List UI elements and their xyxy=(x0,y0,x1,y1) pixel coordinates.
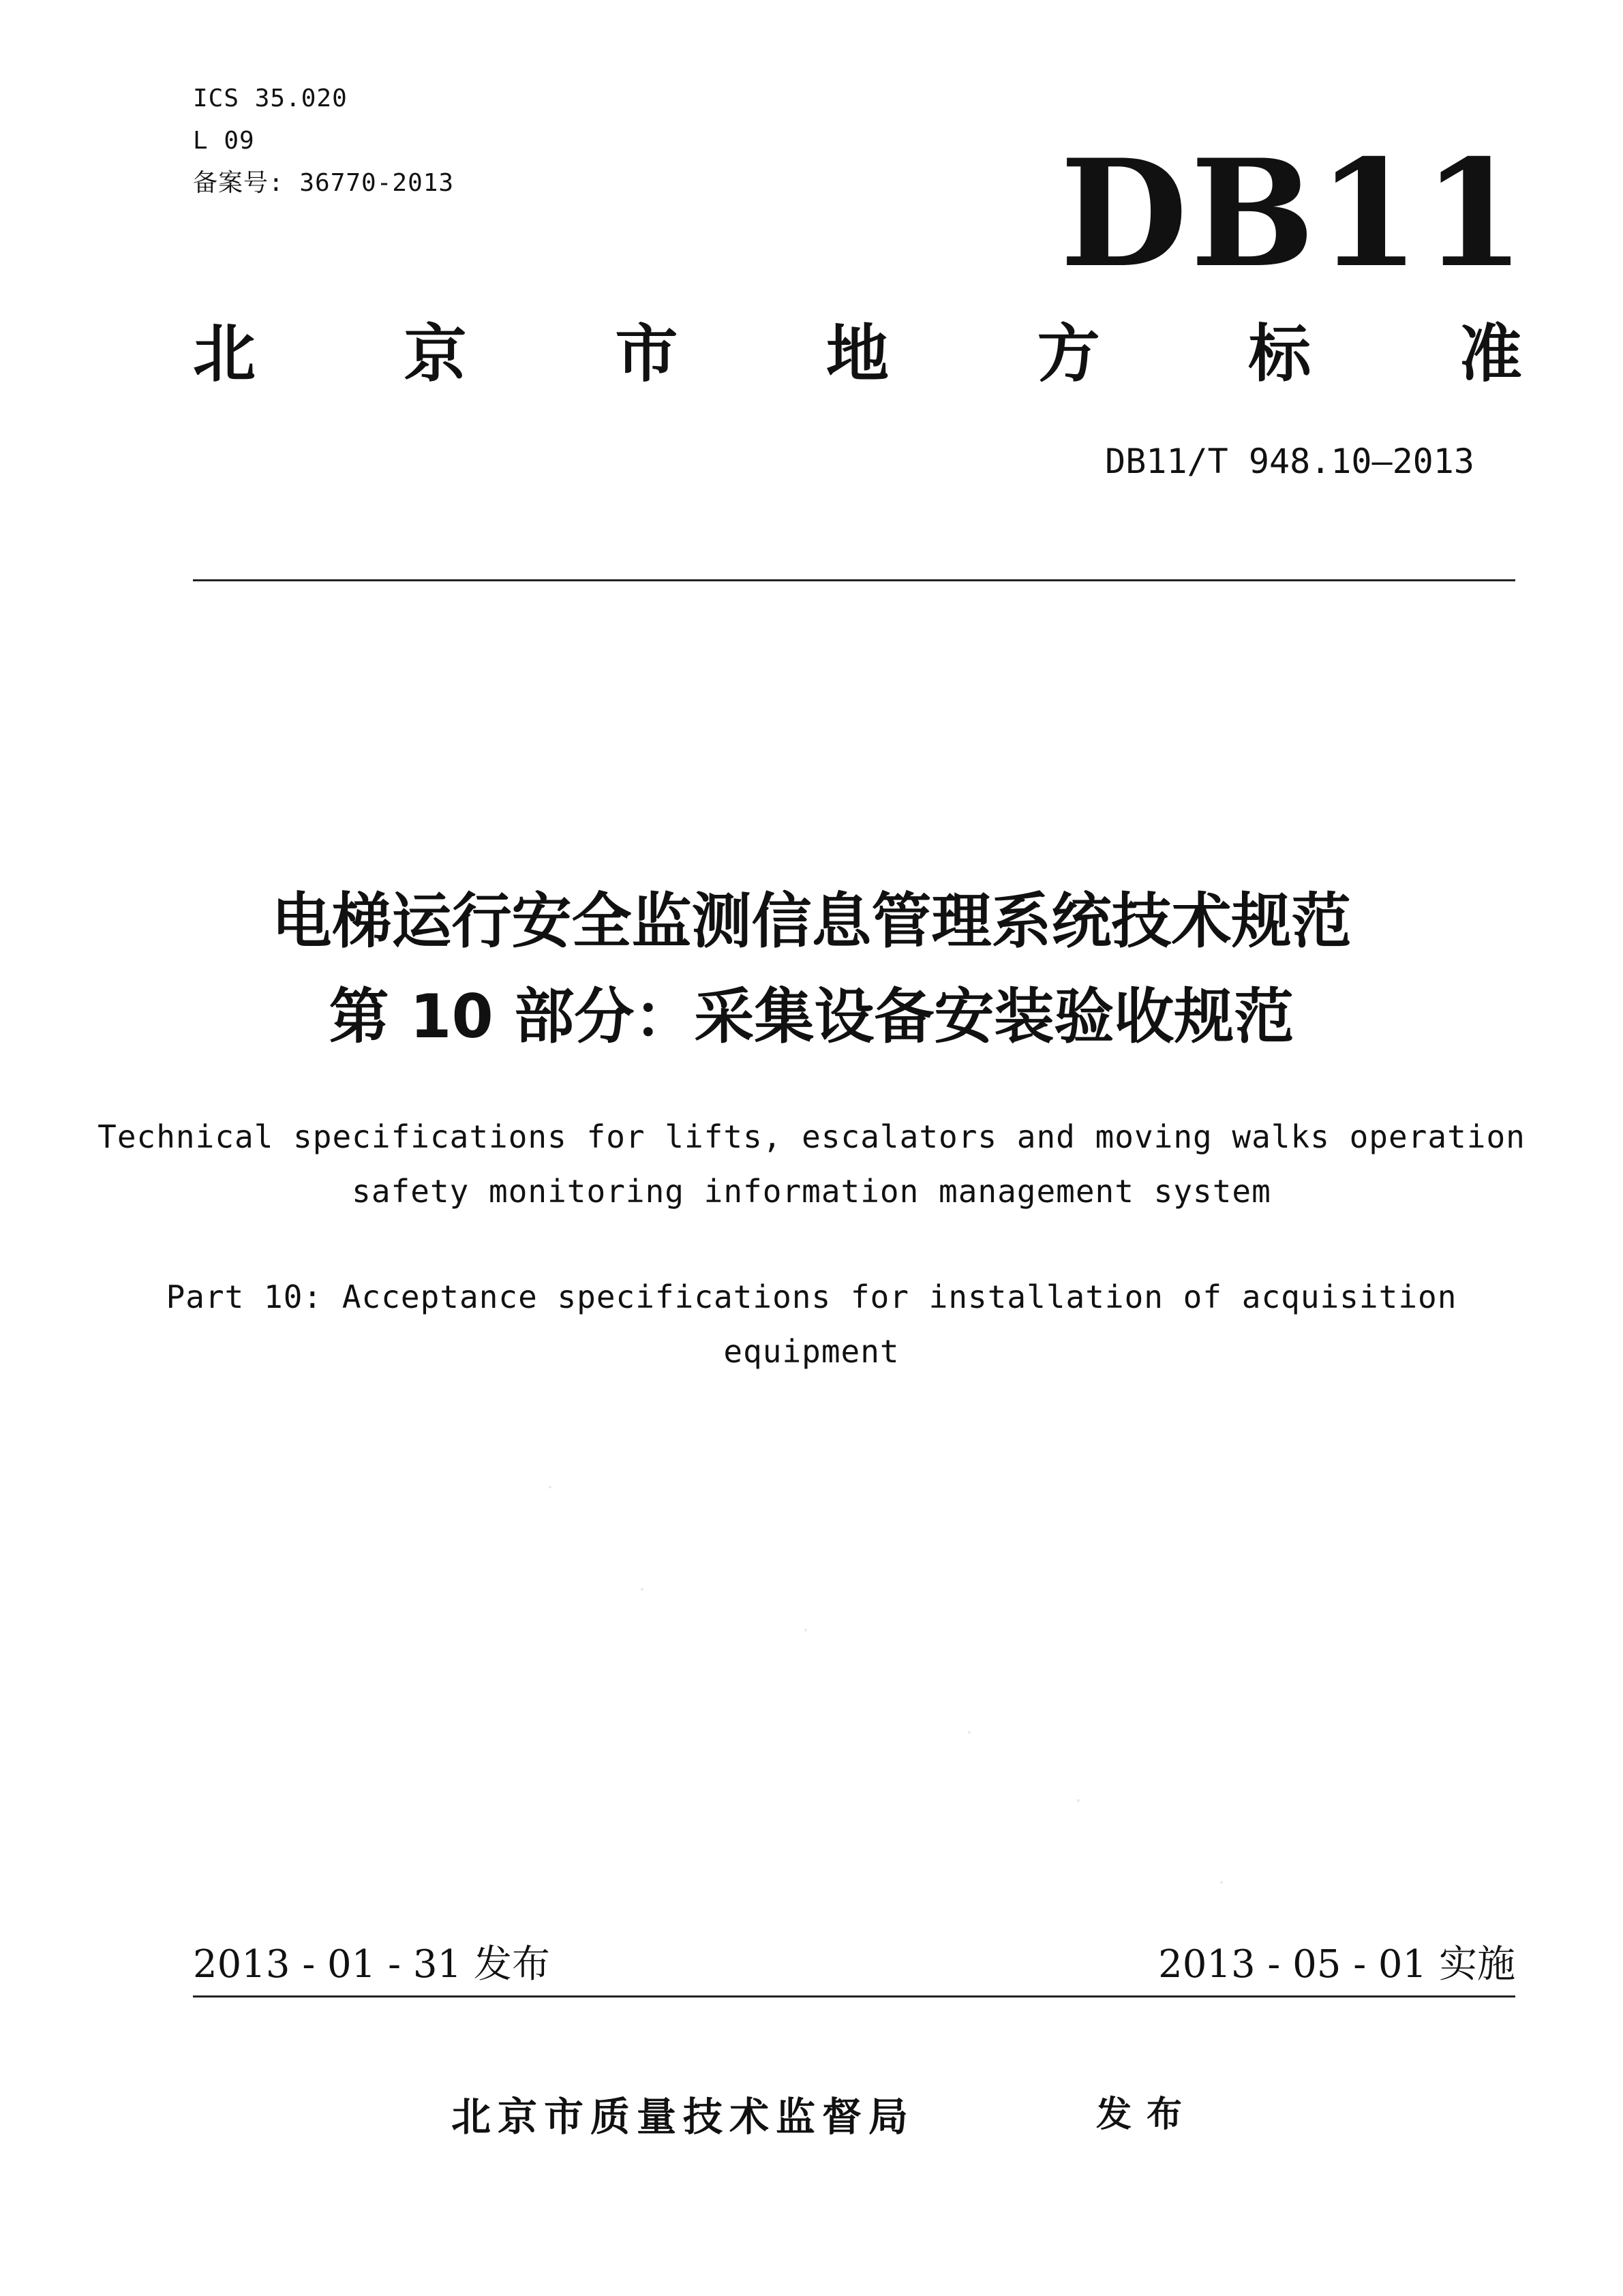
scan-speck xyxy=(549,1486,551,1488)
scan-speck xyxy=(804,1629,807,1632)
standard-type-char: 标 xyxy=(1248,318,1311,391)
standard-type-char: 北 xyxy=(193,318,256,391)
scan-speck xyxy=(1077,1799,1080,1802)
standard-type-char: 方 xyxy=(1037,318,1100,391)
scan-speck xyxy=(968,1731,971,1734)
standard-type-char: 京 xyxy=(404,318,467,391)
record-number: 备案号: 36770-2013 xyxy=(193,169,455,197)
title-cn-line1: 电梯运行安全监测信息管理系统技术规范 xyxy=(271,886,1352,956)
title-en-line3: Part 10: Acceptance specifications for installation of acquisition xyxy=(166,1279,1457,1315)
footer-divider xyxy=(193,1995,1515,1997)
standard-type-char: 地 xyxy=(825,318,889,391)
title-en-line1: Technical specifications for lifts, escalators and moving walks operation xyxy=(97,1118,1526,1155)
title-en-line2: safety monitoring information management system xyxy=(352,1173,1271,1210)
standard-number: DB11/T 948.10—2013 xyxy=(1105,442,1474,481)
scan-speck xyxy=(641,1588,643,1591)
ccs-code: L 09 xyxy=(193,127,255,155)
implementation-date: 2013 - 05 - 01 实施 xyxy=(1158,1942,1515,1987)
issue-label: 发布 xyxy=(1096,2094,1198,2135)
title-en-line4: equipment xyxy=(723,1333,900,1370)
standard-type-char: 市 xyxy=(615,318,678,391)
scan-speck xyxy=(1220,1881,1223,1884)
title-cn-line2: 第 10 部分：采集设备安装验收规范 xyxy=(329,981,1294,1052)
issuing-authority: 北京市质量技术监督局 xyxy=(451,2094,915,2140)
db11-logo: DB11 xyxy=(1060,127,1528,300)
standard-type-char: 准 xyxy=(1459,318,1522,391)
ics-code: ICS 35.020 xyxy=(193,85,348,112)
header-divider xyxy=(193,579,1515,581)
standard-type-heading xyxy=(193,317,1522,392)
release-date: 2013 - 01 - 31 发布 xyxy=(193,1942,550,1987)
